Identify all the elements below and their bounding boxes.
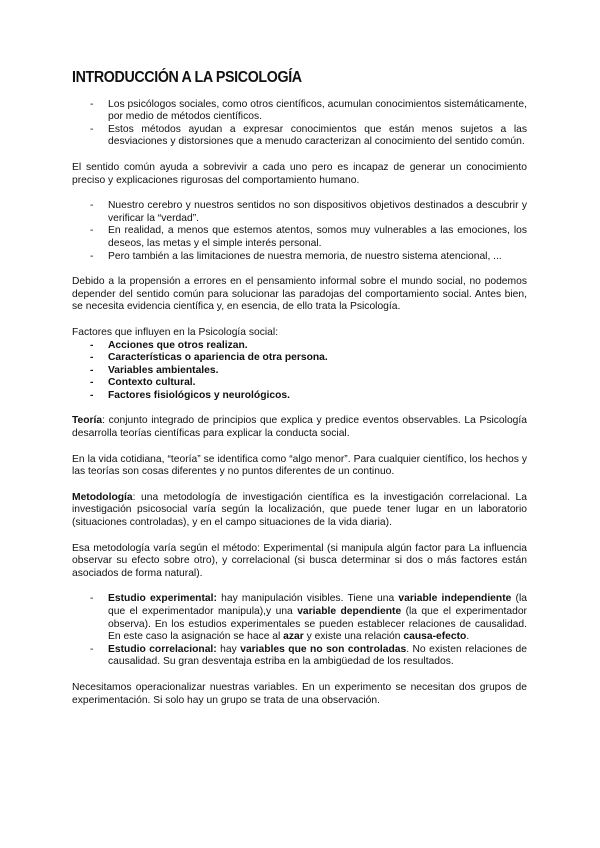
factores-intro: Factores que influyen en la Psicología social:	[72, 326, 279, 338]
list-limitaciones	[72, 200, 527, 263]
list-item: - Variables ambientales.	[90, 364, 219, 376]
list-item: - En realidad, a menos que estemos atentos, somos muy vulnerables a las emociones, los deseos, las metas y el simple interés personal.	[90, 225, 527, 249]
paragraph-final: Necesitamos operacionalizar nuestras variables. En un experimento se necesitan dos grupos de experimentación. Si solo hay un grupo se trata de una observación.	[72, 681, 527, 706]
bullet-dash: -	[90, 250, 94, 262]
term-metodologia: Metodología	[72, 491, 133, 503]
document-page	[72, 69, 528, 707]
list-estudios	[72, 593, 527, 669]
paragraph-sentido-comun: El sentido común ayuda a sobrevivir a cada uno pero es incapaz de generar un conocimiento preciso y explicaciones rigurosas del comportamiento humano.	[72, 161, 527, 186]
list-item: - Pero también a las limitaciones de nuestra memoria, de nuestro sistema atencional, ...	[90, 250, 502, 262]
bullet-dash: -	[90, 123, 94, 135]
bullet-dash: -	[90, 389, 94, 401]
paragraph-teoria: Teoría: conjunto integrado de principios que explica y predice eventos observables. La Psicología desarrolla teorías científicas para explicar la conducta social.	[72, 415, 527, 440]
list-item: - Los psicólogos sociales, como otros científicos, acumulan conocimientos sistemáticamente, por medio de métodos científicos.	[90, 98, 527, 123]
paragraph-teoria-vida: En la vida cotidiana, “teoría” se identifica como “algo menor”. Para cualquier científico, los hechos y las teorías son cosas diferentes y no puntos diferentes de un continuo.	[72, 453, 527, 478]
bullet-dash: -	[90, 377, 94, 389]
list-item: - Contexto cultural.	[90, 377, 196, 389]
list-item: - Características o apariencia de otra persona.	[90, 352, 328, 364]
bullet-dash: -	[90, 593, 94, 605]
list-item: - Acciones que otros realizan.	[90, 339, 248, 351]
list-metodos	[72, 99, 527, 149]
list-item: - Estos métodos ayudan a expresar conocimientos que están menos sujetos a las desviaciones y distorsiones que a menudo caracterizan al conocimiento del sentido común.	[90, 123, 527, 148]
bullet-dash: -	[90, 200, 94, 212]
bullet-dash: -	[90, 339, 94, 351]
bullet-dash: -	[90, 352, 94, 364]
paragraph-metodologia: Metodología: una metodología de investigación científica es la investigación correlacional. La investigación psicosocial varía según la localización, que puede tener lugar en un laboratorio (situaciones controladas), y en el campo situaciones de la vida diaria).	[72, 491, 527, 529]
list-item-correlacional: - Estudio correlacional: hay variables que no son controladas. No existen relaciones de causalidad. Su gran desventaja estriba en la ambigüedad de los resultados.	[90, 643, 527, 668]
term-teoria: Teoría	[72, 415, 103, 427]
bullet-dash: -	[90, 225, 94, 237]
paragraph-propension: Debido a la propensión a errores en el pensamiento informal sobre el mundo social, no podemos depender del sentido común para solucionar las paradojas del comportamiento social. Antes bien, se necesita evidencia científica y, en esencia, de ello trata la Psicología.	[72, 276, 527, 313]
paragraph-metodo: Esa metodología varía según el método: Experimental (si manipula algún factor para La influencia observar su efecto sobre otro), y correlacional (si busca determinar si dos o más factores están asociados de forma natural).	[72, 542, 527, 579]
bullet-dash: -	[90, 643, 94, 655]
document-title: INTRODUCCIÓN A LA PSICOLOGÍA	[72, 69, 302, 86]
bullet-dash: -	[90, 364, 94, 376]
bullet-dash: -	[90, 98, 94, 110]
list-factores	[72, 340, 527, 403]
list-item: - Factores fisiológicos y neurológicos.	[90, 389, 290, 401]
list-item: - Nuestro cerebro y nuestros sentidos no son dispositivos objetivos destinados a descubrir y verificar la “verdad”.	[90, 200, 527, 224]
list-item-experimental: - Estudio experimental: hay manipulación visibles. Tiene una variable independiente (la que el experimentador manipula),y una variable dependiente (la que el experimentador observa). En los estudios experimentales se pueden establecer relaciones de causalidad. En este caso la asignación se hace al azar y existe una relación causa-efecto.	[90, 593, 528, 643]
